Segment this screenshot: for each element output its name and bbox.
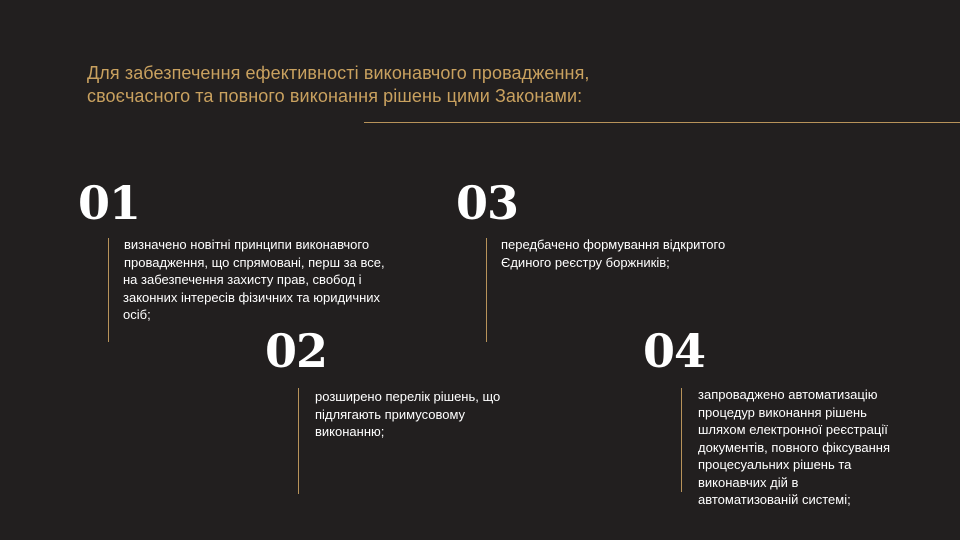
slide-title xyxy=(87,62,767,108)
item-text-02 xyxy=(315,388,555,441)
item-text-04 xyxy=(698,386,938,509)
title-divider xyxy=(364,122,960,123)
item-04-line-1: запроваджено автоматизацію xyxy=(698,387,878,402)
item-04-line-3: шляхом електронної реєстрації xyxy=(698,422,888,437)
item-04-line-6: виконавчих дій в xyxy=(698,474,799,490)
item-02-line-2: підлягають примусовому xyxy=(315,406,466,422)
item-01-line-3: на забезпечення захисту прав, свобод і xyxy=(123,272,362,287)
item-01-line-4: законних інтересів фізичних та юридичних xyxy=(123,289,381,305)
item-03-line-2: Єдиного реєстру боржників; xyxy=(501,254,670,270)
item-number-01: 01 xyxy=(78,176,141,230)
slide-title-line-2: своєчасного та повного виконання рішень цими Законами: xyxy=(87,86,583,106)
item-02-line-3: виконанню; xyxy=(315,424,385,439)
item-divider-04 xyxy=(681,388,682,492)
item-04-line-4: документів, повного фіксування xyxy=(698,439,891,455)
slide-title-line-1: Для забезпечення ефективності виконавчого провадження, xyxy=(87,63,590,83)
item-number-04: 04 xyxy=(643,324,706,378)
item-01-line-2: провадження, що спрямовані, перш за все, xyxy=(124,254,385,270)
item-04-line-2: процедур виконання рішень xyxy=(698,404,867,420)
item-divider-02 xyxy=(298,388,299,494)
item-01-line-5: осіб; xyxy=(123,307,151,322)
item-03-line-1: передбачено формування відкритого xyxy=(501,237,726,252)
item-divider-03 xyxy=(486,238,487,342)
item-01-line-1: визначено новітні принципи виконавчого xyxy=(124,237,370,252)
item-number-03: 03 xyxy=(456,176,519,230)
item-divider-01 xyxy=(108,238,109,342)
item-04-line-5: процесуальних рішень та xyxy=(698,457,852,472)
item-text-03 xyxy=(501,236,801,271)
item-04-line-7: автоматизованій системі; xyxy=(698,492,851,507)
item-number-02: 02 xyxy=(265,324,328,378)
item-02-line-1: розширено перелік рішень, що xyxy=(315,389,501,404)
item-text-01 xyxy=(123,236,443,324)
